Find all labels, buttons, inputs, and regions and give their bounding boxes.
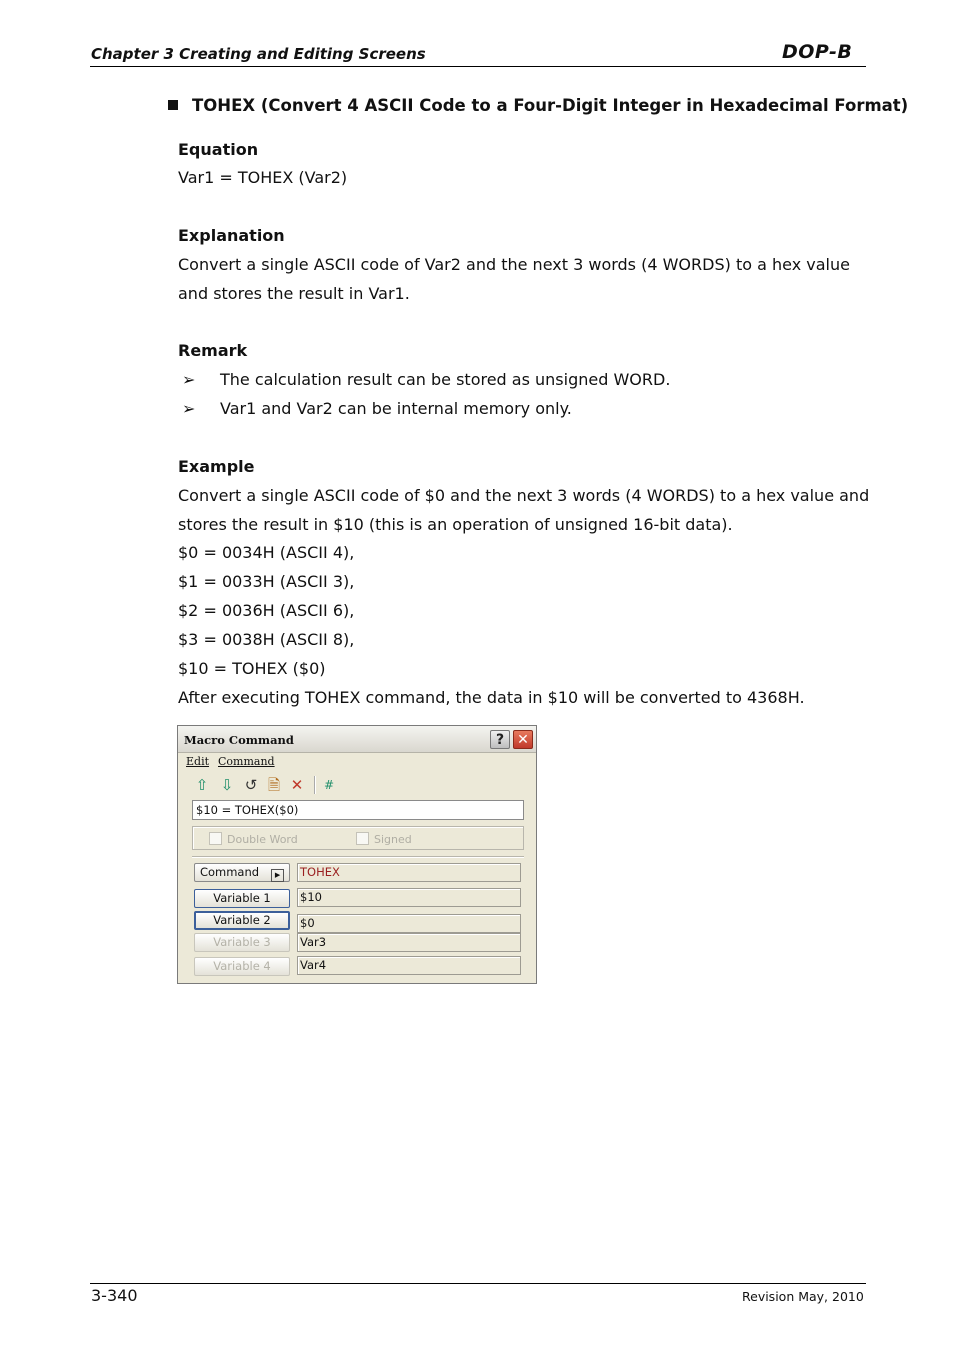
variable-4-button: Variable 4: [194, 957, 290, 976]
dialog-title: Macro Command: [184, 733, 294, 747]
checkbox-box: [356, 832, 369, 845]
example-line: $3 = 0038H (ASCII 8),: [178, 630, 355, 649]
remark-text: The calculation result can be stored as unsigned WORD.: [220, 370, 671, 389]
equation-label: Equation: [178, 140, 259, 159]
remark-item: [182, 365, 670, 394]
signed-label: Signed: [374, 833, 412, 846]
explanation-label: Explanation: [178, 226, 285, 245]
section-heading-text: TOHEX (Convert 4 ASCII Code to a Four-Digit Integer in Hexadecimal Format): [192, 96, 909, 115]
revision-note: Revision May, 2010: [742, 1289, 864, 1304]
down-arrow-icon[interactable]: ⇩: [220, 776, 234, 794]
variable-2-field[interactable]: $0: [297, 914, 521, 933]
remark-text: Var1 and Var2 can be internal memory only.: [220, 399, 572, 418]
help-button[interactable]: ?: [490, 730, 510, 749]
header-rule: [90, 66, 866, 67]
up-arrow-icon[interactable]: ⇧: [195, 776, 209, 794]
page-number: 3-340: [91, 1286, 138, 1305]
close-button[interactable]: ✕: [513, 730, 533, 749]
variable-2-button[interactable]: Variable 2: [194, 911, 290, 930]
refresh-icon[interactable]: ↺: [244, 776, 258, 794]
double-word-label: Double Word: [227, 833, 298, 846]
example-line: stores the result in $10 (this is an operation of unsigned 16-bit data).: [178, 515, 733, 534]
dropdown-arrow-icon: ▶: [271, 869, 284, 882]
example-label: Example: [178, 457, 255, 476]
chapter-title: Chapter 3 Creating and Editing Screens: [91, 45, 426, 63]
variable-4-field: Var4: [297, 956, 521, 975]
signed-checkbox[interactable]: [356, 832, 412, 846]
checkbox-box: [209, 832, 222, 845]
command-label: Command: [199, 865, 260, 879]
explanation-line: Convert a single ASCII code of Var2 and the next 3 words (4 WORDS) to a hex value: [178, 255, 850, 274]
variable-1-button[interactable]: Variable 1: [194, 889, 290, 908]
double-word-checkbox[interactable]: [209, 832, 298, 846]
hash-icon[interactable]: #: [323, 778, 335, 792]
command-value-field[interactable]: TOHEX: [297, 863, 521, 882]
menu-bar: [178, 753, 536, 771]
macro-command-dialog: [177, 725, 537, 984]
example-line: $0 = 0034H (ASCII 4),: [178, 543, 355, 562]
command-button[interactable]: [194, 863, 290, 882]
expression-field[interactable]: $10 = TOHEX($0): [192, 800, 524, 820]
delete-icon[interactable]: ✕: [290, 776, 304, 794]
explanation-line: and stores the result in Var1.: [178, 284, 410, 303]
toolbar-separator: [314, 776, 316, 794]
menu-command[interactable]: Command: [218, 755, 275, 768]
remark-label: Remark: [178, 341, 248, 360]
variable-1-field[interactable]: $10: [297, 888, 521, 907]
footer-rule: [90, 1283, 866, 1284]
options-group: [192, 826, 524, 850]
menu-edit[interactable]: Edit: [186, 755, 210, 768]
remark-item: [182, 394, 572, 423]
arrow-bullet-icon: ➢: [182, 370, 196, 389]
section-heading: [168, 96, 908, 115]
dialog-title-bar: [178, 726, 536, 753]
example-line: After executing TOHEX command, the data in $10 will be converted to 4368H.: [178, 688, 805, 707]
variable-3-button: Variable 3: [194, 933, 290, 952]
equation-text: Var1 = TOHEX (Var2): [178, 168, 348, 187]
arrow-bullet-icon: ➢: [182, 399, 196, 418]
example-line: $10 = TOHEX ($0): [178, 659, 326, 678]
square-bullet-icon: [168, 100, 178, 110]
example-line: Convert a single ASCII code of $0 and the next 3 words (4 WORDS) to a hex value and: [178, 486, 870, 505]
example-line: $2 = 0036H (ASCII 6),: [178, 601, 355, 620]
variable-3-field: Var3: [297, 933, 521, 952]
document-icon[interactable]: 🗎: [267, 776, 281, 794]
example-line: $1 = 0033H (ASCII 3),: [178, 572, 355, 591]
toolbar: [184, 773, 528, 797]
brand-logo: DOP-B: [782, 41, 853, 63]
divider: [192, 856, 524, 858]
